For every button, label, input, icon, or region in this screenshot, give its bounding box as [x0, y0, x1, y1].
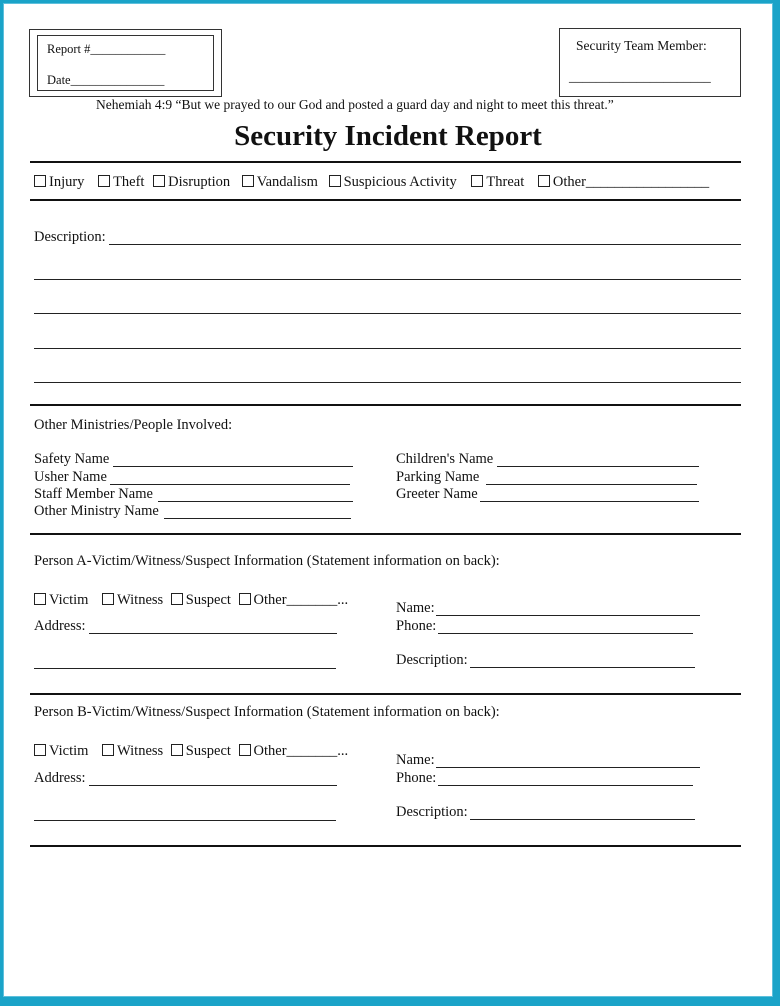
- checkbox-theft[interactable]: Theft: [98, 174, 144, 190]
- checkbox-disruption[interactable]: Disruption: [153, 174, 230, 190]
- childrens-name-field[interactable]: [497, 466, 699, 467]
- incident-type-row: [34, 174, 709, 191]
- greeter-name-label: Greeter Name: [396, 486, 478, 502]
- person-a-phone-field[interactable]: [438, 633, 693, 634]
- person-a-checkbox-other[interactable]: Other_______...: [239, 592, 349, 608]
- checkbox-injury[interactable]: Injury: [34, 174, 84, 190]
- person-b-description-field[interactable]: [470, 819, 695, 820]
- divider: [30, 845, 741, 847]
- person-b-address-field[interactable]: [89, 785, 337, 786]
- person-b-heading: Person B-Victim/Witness/Suspect Information (Statement information on back):: [34, 704, 500, 720]
- person-a-name-label: Name:: [396, 600, 435, 616]
- checkbox-other[interactable]: Other_________________: [538, 174, 709, 190]
- person-a-description-field[interactable]: [470, 667, 695, 668]
- person-b-checkbox-suspect[interactable]: Suspect: [171, 743, 231, 759]
- person-a-heading: Person A-Victim/Witness/Suspect Information (Statement information on back):: [34, 553, 500, 569]
- description-line[interactable]: [109, 244, 741, 245]
- other-ministry-name-field[interactable]: [164, 518, 351, 519]
- safety-name-label: Safety Name: [34, 451, 110, 467]
- person-b-checkbox-other[interactable]: Other_______...: [239, 743, 349, 759]
- report-page: [3, 3, 773, 997]
- checkbox-threat[interactable]: Threat: [471, 174, 524, 190]
- person-a-checkbox-witness[interactable]: Witness: [102, 592, 163, 608]
- person-b-phone-label: Phone:: [396, 770, 437, 786]
- person-b-checkbox-witness[interactable]: Witness: [102, 743, 163, 759]
- person-a-name-field[interactable]: [436, 615, 700, 616]
- description-line[interactable]: [34, 382, 741, 383]
- staff-member-name-field[interactable]: [158, 501, 353, 502]
- checkbox-suspicious-activity[interactable]: Suspicious Activity: [329, 174, 457, 190]
- parking-name-field[interactable]: [486, 484, 697, 485]
- person-a-address-field[interactable]: [89, 633, 337, 634]
- person-a-address-line-2[interactable]: [34, 668, 336, 669]
- description-line[interactable]: [34, 348, 741, 349]
- person-b-role-row: [34, 743, 348, 760]
- safety-name-field[interactable]: [113, 466, 353, 467]
- person-a-checkbox-suspect[interactable]: Suspect: [171, 592, 231, 608]
- greeter-name-field[interactable]: [480, 501, 699, 502]
- person-a-role-row: [34, 592, 348, 609]
- childrens-name-label: Children's Name: [396, 451, 494, 467]
- page-title: Security Incident Report: [234, 120, 542, 152]
- divider: [30, 533, 741, 535]
- description-line[interactable]: [34, 279, 741, 280]
- report-number-field[interactable]: Report #____________: [47, 42, 166, 56]
- ministries-heading: Other Ministries/People Involved:: [34, 417, 233, 433]
- parking-name-label: Parking Name: [396, 469, 480, 485]
- staff-member-name-label: Staff Member Name: [34, 486, 153, 502]
- person-b-phone-field[interactable]: [438, 785, 693, 786]
- person-b-address-label: Address:: [34, 770, 86, 786]
- description-line[interactable]: [34, 313, 741, 314]
- usher-name-field[interactable]: [110, 484, 350, 485]
- team-member-box: [559, 28, 741, 97]
- divider: [30, 404, 741, 406]
- person-b-checkbox-victim[interactable]: Victim: [34, 743, 88, 759]
- person-a-phone-label: Phone:: [396, 618, 437, 634]
- person-b-address-line-2[interactable]: [34, 820, 336, 821]
- team-member-field[interactable]: _____________________: [569, 69, 711, 84]
- person-a-description-label: Description:: [396, 652, 468, 668]
- description-label: Description:: [34, 229, 106, 245]
- person-b-name-label: Name:: [396, 752, 435, 768]
- person-b-name-field[interactable]: [436, 767, 700, 768]
- person-b-description-label: Description:: [396, 804, 468, 820]
- verse-text: Nehemiah 4:9 “But we prayed to our God and posted a guard day and night to meet this threat.”: [96, 97, 614, 112]
- team-member-label: Security Team Member:: [576, 38, 707, 53]
- usher-name-label: Usher Name: [34, 469, 107, 485]
- report-info-box: [29, 29, 222, 97]
- checkbox-vandalism[interactable]: Vandalism: [242, 174, 318, 190]
- divider: [30, 161, 741, 163]
- person-a-checkbox-victim[interactable]: Victim: [34, 592, 88, 608]
- date-field[interactable]: Date_______________: [47, 73, 165, 87]
- divider: [30, 693, 741, 695]
- divider: [30, 199, 741, 201]
- person-a-address-label: Address:: [34, 618, 86, 634]
- other-ministry-name-label: Other Ministry Name: [34, 503, 159, 519]
